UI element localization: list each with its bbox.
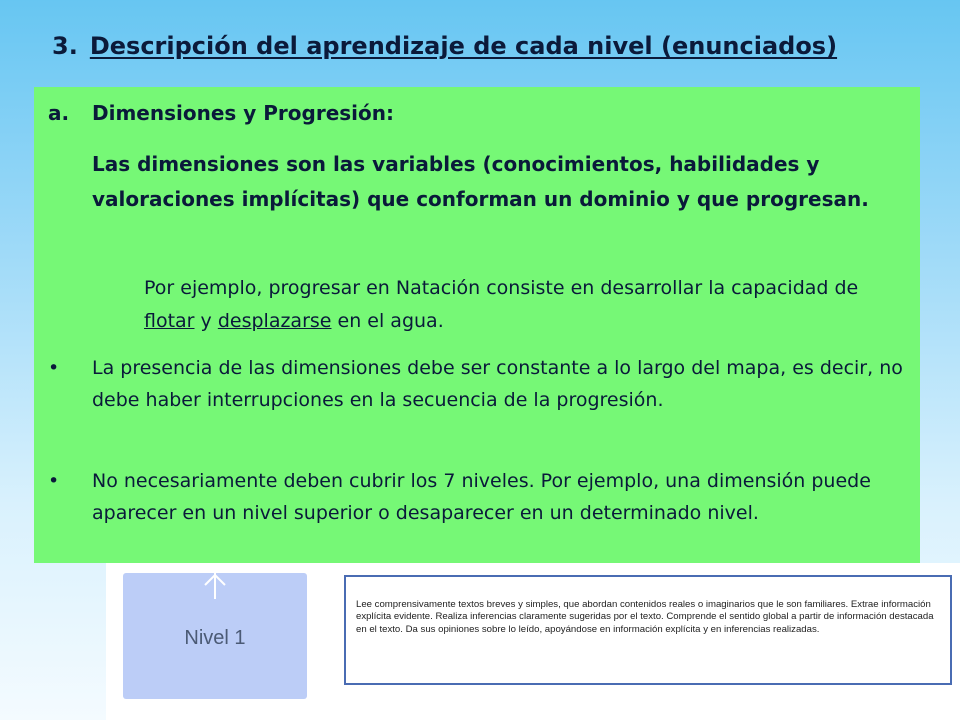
nivel-panel (106, 563, 960, 720)
arrow-up-icon (200, 571, 230, 601)
bullet-item (48, 465, 908, 529)
slide-title (52, 32, 932, 60)
example-suffix: en el agua. (331, 310, 444, 332)
title-text: Descripción del aprendizaje de cada nivel (enunciados) (89, 32, 838, 60)
section-heading (48, 101, 394, 125)
nivel-box (123, 573, 307, 699)
example-prefix: Por ejemplo, progresar en Natación consiste en desarrollar la capacidad de (144, 277, 859, 299)
definition-text: Las dimensiones son las variables (conocimientos, habilidades y valoraciones implícitas) que conforman un dominio y que progresan. (92, 152, 869, 211)
bullet-dot: • (48, 357, 60, 379)
section-heading-text: Dimensiones y Progresión: (92, 101, 395, 125)
example-text (144, 272, 904, 338)
example-connector: y (194, 310, 218, 332)
section-marker: a. (48, 101, 70, 125)
example-word-flotar: flotar (144, 310, 195, 332)
content-box (34, 87, 920, 563)
bullet-dot: • (48, 470, 60, 492)
bullet-item (48, 352, 908, 416)
nivel-description-text: Lee comprensivamente textos breves y simples, que abordan contenidos reales o imaginarios que le son familiares. Extrae información explícita evidente. Realiza inferencias claramente sugeridas por el texto. Comprende el sentido global a partir de información destacada en el texto. Da sus opiniones sobre lo leído, apoyándose en información explícita y en inferencias realizadas. (356, 599, 934, 635)
title-number: 3. (52, 32, 78, 60)
bullet-text: No necesariamente deben cubrir los 7 niveles. Por ejemplo, una dimensión puede aparecer en un nivel superior o desaparecer en un determinado nivel. (92, 470, 871, 524)
nivel-label: Nivel 1 (184, 627, 246, 649)
bullet-text: La presencia de las dimensiones debe ser constante a lo largo del mapa, es decir, no debe haber interrupciones en la secuencia de la progresión. (92, 357, 903, 411)
example-word-desplazarse: desplazarse (217, 310, 332, 332)
nivel-description-box (344, 575, 952, 685)
